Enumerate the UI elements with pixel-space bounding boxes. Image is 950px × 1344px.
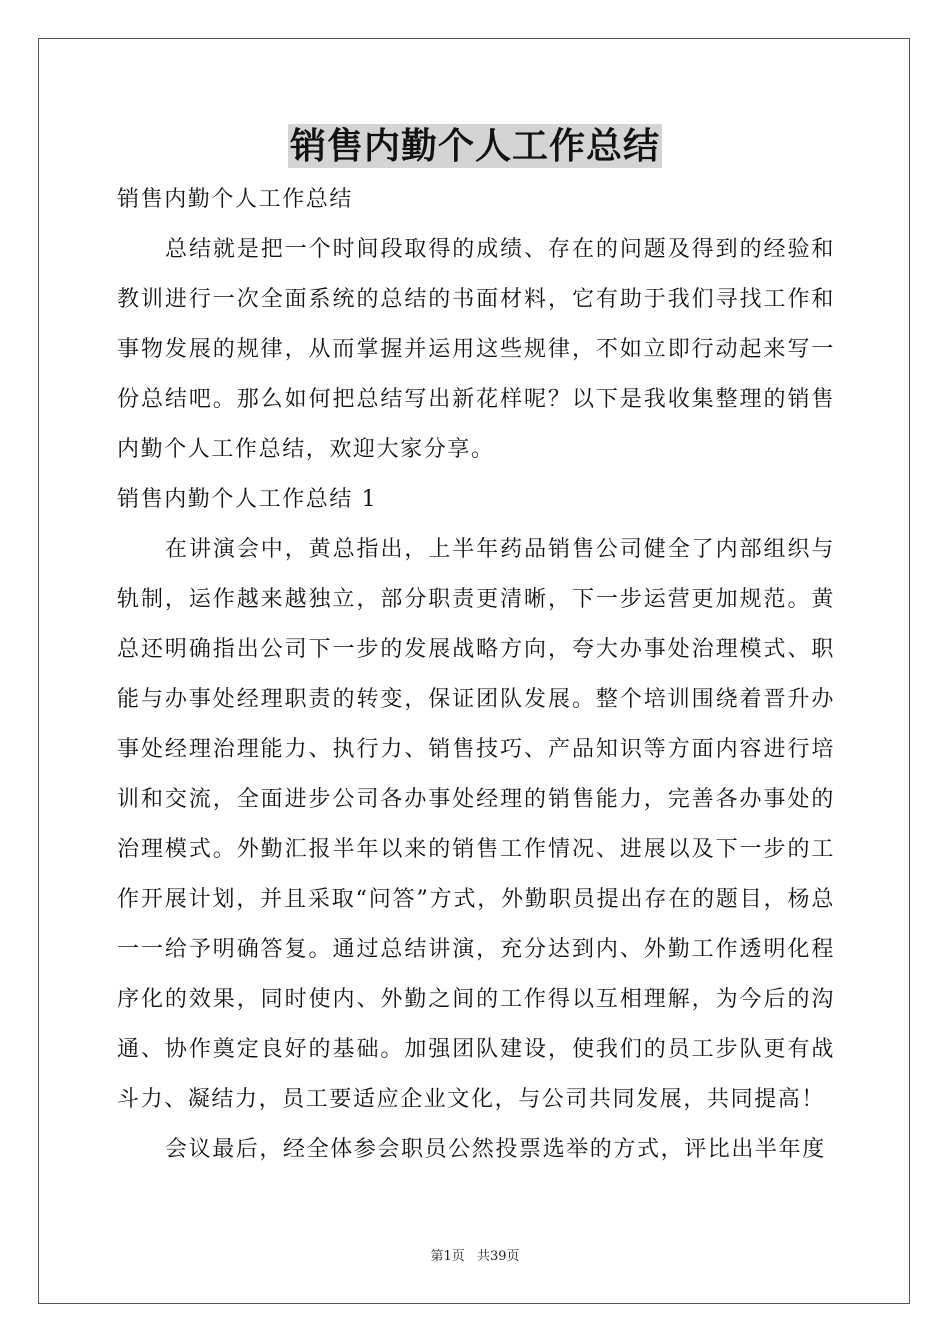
body-paragraph-1: 在讲演会中，黄总指出，上半年药品销售公司健全了内部组织与轨制，运作越来越独立，部分职责更清晰，下一步运营更加规范。黄总还明确指出公司下一步的发展战略方向，夸大办事处治理模式、职能与办事处经理职责的转变，保证团队发展。整个培训围绕着晋升办事处经理治理能力、执行力、销售技巧、产品知识等方面内容进行培训和交流，全面进步公司各办事处经理的销售能力，完善各办事处的治理模式。外勤汇报半年以来的销售工作情况、进展以及下一步的工作开展计划，并且采取“问答”方式，外勤职员提出存在的题目，杨总一一给予明确答复。通过总结讲演，充分达到内、外勤工作透明化程序化的效果，同时使内、外勤之间的工作得以互相理解，为今后的沟通、协作奠定良好的基础。加强团队建设，使我们的员工步队更有战斗力、凝结力，员工要适应企业文化，与公司共同发展，共同提高！ xyxy=(117,537,835,1112)
document-body xyxy=(117,175,835,1175)
intro-paragraph: 总结就是把一个时间段取得的成绩、存在的问题及得到的经验和教训进行一次全面系统的总结的书面材料，它有助于我们寻找工作和事物发展的规律，从而掌握并运用这些规律，不如立即行动起来写一份总结吧。那么如何把总结写出新花样呢？以下是我收集整理的销售内勤个人工作总结，欢迎大家分享。 xyxy=(117,237,835,462)
document-subtitle: 销售内勤个人工作总结 xyxy=(117,187,354,212)
body-paragraph-2: 会议最后，经全体参会职员公然投票选举的方式，评比出半年度 xyxy=(165,1137,826,1162)
document-title-wrapper xyxy=(0,124,950,168)
document-title: 销售内勤个人工作总结 xyxy=(289,125,660,167)
page-total: 共39页 xyxy=(476,1249,520,1264)
page-number: 第1页 xyxy=(430,1249,465,1264)
section-heading: 销售内勤个人工作总结 1 xyxy=(117,487,378,512)
page-footer xyxy=(0,1245,950,1264)
